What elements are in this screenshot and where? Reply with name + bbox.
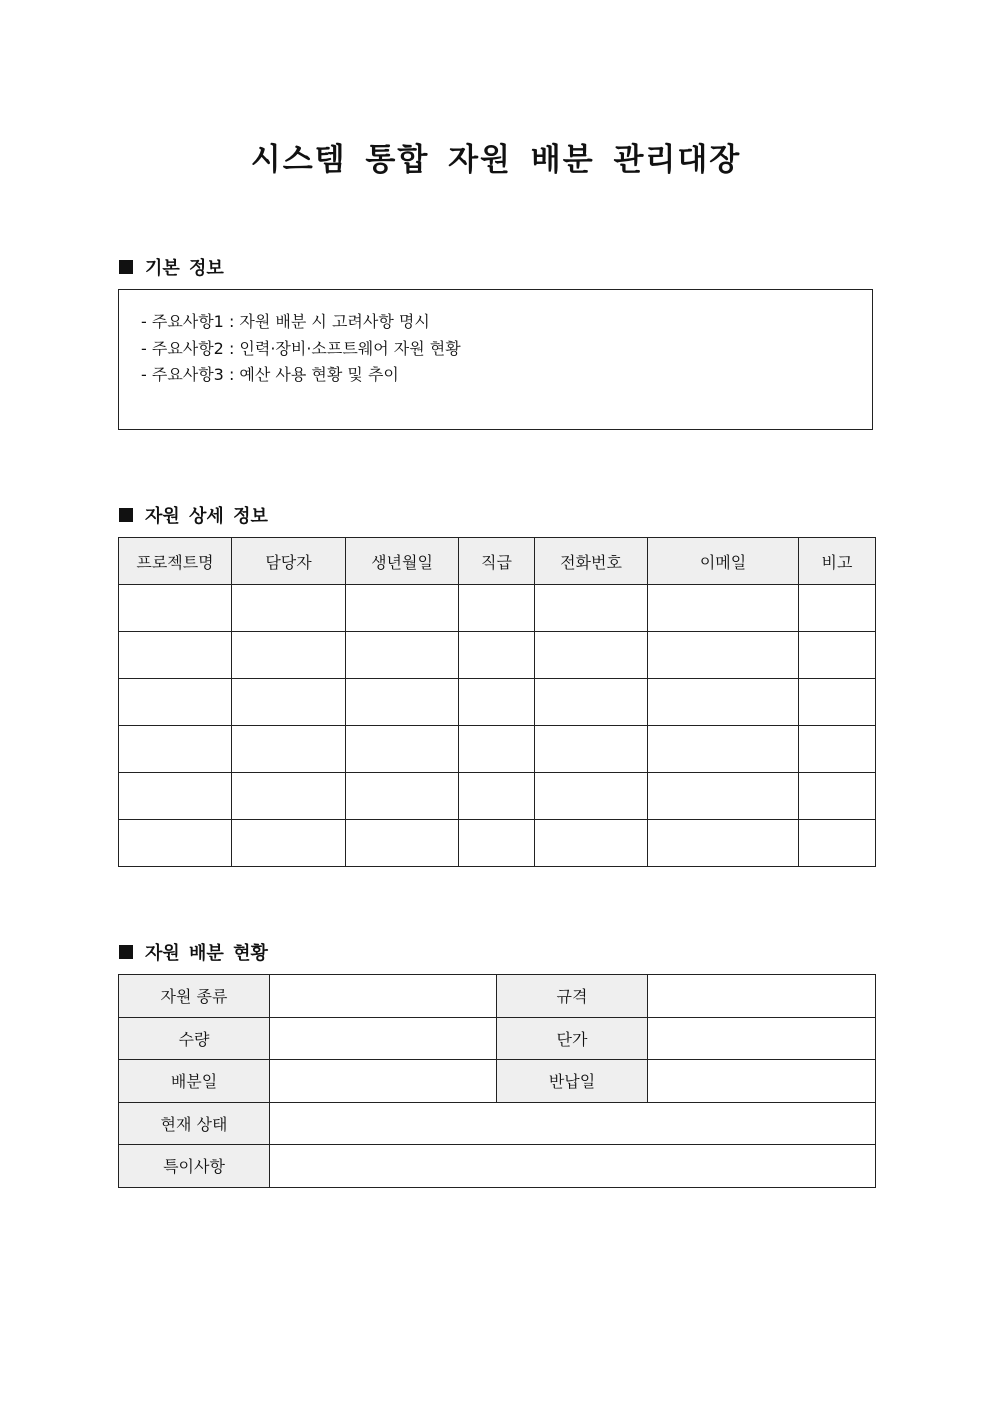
table-header-row (119, 538, 876, 585)
label-current-status: 현재 상태 (119, 1102, 270, 1145)
table-row (119, 1102, 876, 1145)
table-cell[interactable] (799, 679, 876, 726)
table-cell[interactable] (459, 726, 535, 773)
table-cell[interactable] (799, 585, 876, 632)
table-cell[interactable] (648, 679, 799, 726)
table-cell[interactable] (799, 773, 876, 820)
table-cell[interactable] (346, 585, 459, 632)
table-cell[interactable] (648, 632, 799, 679)
table-cell[interactable] (346, 726, 459, 773)
label-return-date: 반납일 (497, 1060, 648, 1103)
value-resource-type[interactable] (270, 975, 497, 1018)
table-cell[interactable] (119, 679, 232, 726)
page-title: 시스템 통합 자원 배분 관리대장 (250, 142, 742, 178)
label-allocation-date: 배분일 (119, 1060, 270, 1103)
label-unit-price: 단가 (497, 1017, 648, 1060)
square-bullet-icon (119, 260, 133, 274)
info-line-3: - 주요사항3 : 예산 사용 현황 및 추이 (141, 365, 399, 384)
table-row (119, 1060, 876, 1103)
table-cell[interactable] (459, 679, 535, 726)
value-allocation-date[interactable] (270, 1060, 497, 1103)
info-line-2: - 주요사항2 : 인력·장비·소프트웨어 자원 현황 (141, 338, 461, 358)
label-spec: 규격 (497, 975, 648, 1018)
table-cell[interactable] (648, 726, 799, 773)
table-cell[interactable] (346, 820, 459, 867)
table-cell[interactable] (799, 820, 876, 867)
table-row (119, 679, 876, 726)
label-quantity: 수량 (119, 1017, 270, 1060)
table-cell[interactable] (535, 679, 648, 726)
table-cell[interactable] (648, 773, 799, 820)
detail-info-heading (119, 502, 268, 528)
resource-detail-table (118, 537, 876, 867)
basic-info-heading-label: 기본 정보 (145, 258, 224, 279)
table-row (119, 726, 876, 773)
value-spec[interactable] (648, 975, 876, 1018)
table-cell[interactable] (346, 773, 459, 820)
table-row (119, 1145, 876, 1188)
table-cell[interactable] (232, 820, 346, 867)
table-row (119, 1017, 876, 1060)
table-row (119, 585, 876, 632)
table-cell[interactable] (119, 585, 232, 632)
table-cell[interactable] (648, 820, 799, 867)
table-cell[interactable] (459, 632, 535, 679)
table-cell[interactable] (459, 585, 535, 632)
value-notes[interactable] (270, 1145, 876, 1188)
table-row (119, 773, 876, 820)
info-line-1: - 주요사항1 : 자원 배분 시 고려사항 명시 (141, 312, 430, 331)
col-remarks: 비고 (799, 538, 876, 585)
table-row (119, 820, 876, 867)
basic-info-heading (119, 254, 224, 280)
table-cell[interactable] (648, 585, 799, 632)
table-cell[interactable] (535, 726, 648, 773)
col-position: 직급 (459, 538, 535, 585)
allocation-heading (119, 939, 268, 965)
table-cell[interactable] (119, 726, 232, 773)
table-cell[interactable] (119, 773, 232, 820)
table-cell[interactable] (535, 585, 648, 632)
value-current-status[interactable] (270, 1102, 876, 1145)
table-cell[interactable] (232, 773, 346, 820)
table-cell[interactable] (232, 632, 346, 679)
table-cell[interactable] (459, 820, 535, 867)
table-cell[interactable] (535, 773, 648, 820)
table-row (119, 975, 876, 1018)
table-cell[interactable] (232, 585, 346, 632)
table-cell[interactable] (346, 632, 459, 679)
value-return-date[interactable] (648, 1060, 876, 1103)
table-cell[interactable] (346, 679, 459, 726)
col-phone: 전화번호 (535, 538, 648, 585)
value-quantity[interactable] (270, 1017, 497, 1060)
table-cell[interactable] (232, 679, 346, 726)
label-notes: 특이사항 (119, 1145, 270, 1188)
table-cell[interactable] (459, 773, 535, 820)
table-cell[interactable] (799, 726, 876, 773)
table-row (119, 632, 876, 679)
table-cell[interactable] (119, 632, 232, 679)
detail-info-heading-label: 자원 상세 정보 (145, 506, 268, 527)
table-cell[interactable] (232, 726, 346, 773)
table-cell[interactable] (119, 820, 232, 867)
table-cell[interactable] (535, 632, 648, 679)
square-bullet-icon (119, 508, 133, 522)
label-resource-type: 자원 종류 (119, 975, 270, 1018)
square-bullet-icon (119, 945, 133, 959)
col-email: 이메일 (648, 538, 799, 585)
value-unit-price[interactable] (648, 1017, 876, 1060)
table-cell[interactable] (535, 820, 648, 867)
allocation-heading-label: 자원 배분 현황 (145, 943, 268, 964)
col-birthdate: 생년월일 (346, 538, 459, 585)
col-manager: 담당자 (232, 538, 346, 585)
col-project-name: 프로젝트명 (119, 538, 232, 585)
table-cell[interactable] (799, 632, 876, 679)
resource-allocation-table (118, 974, 876, 1188)
basic-info-box (118, 289, 873, 430)
